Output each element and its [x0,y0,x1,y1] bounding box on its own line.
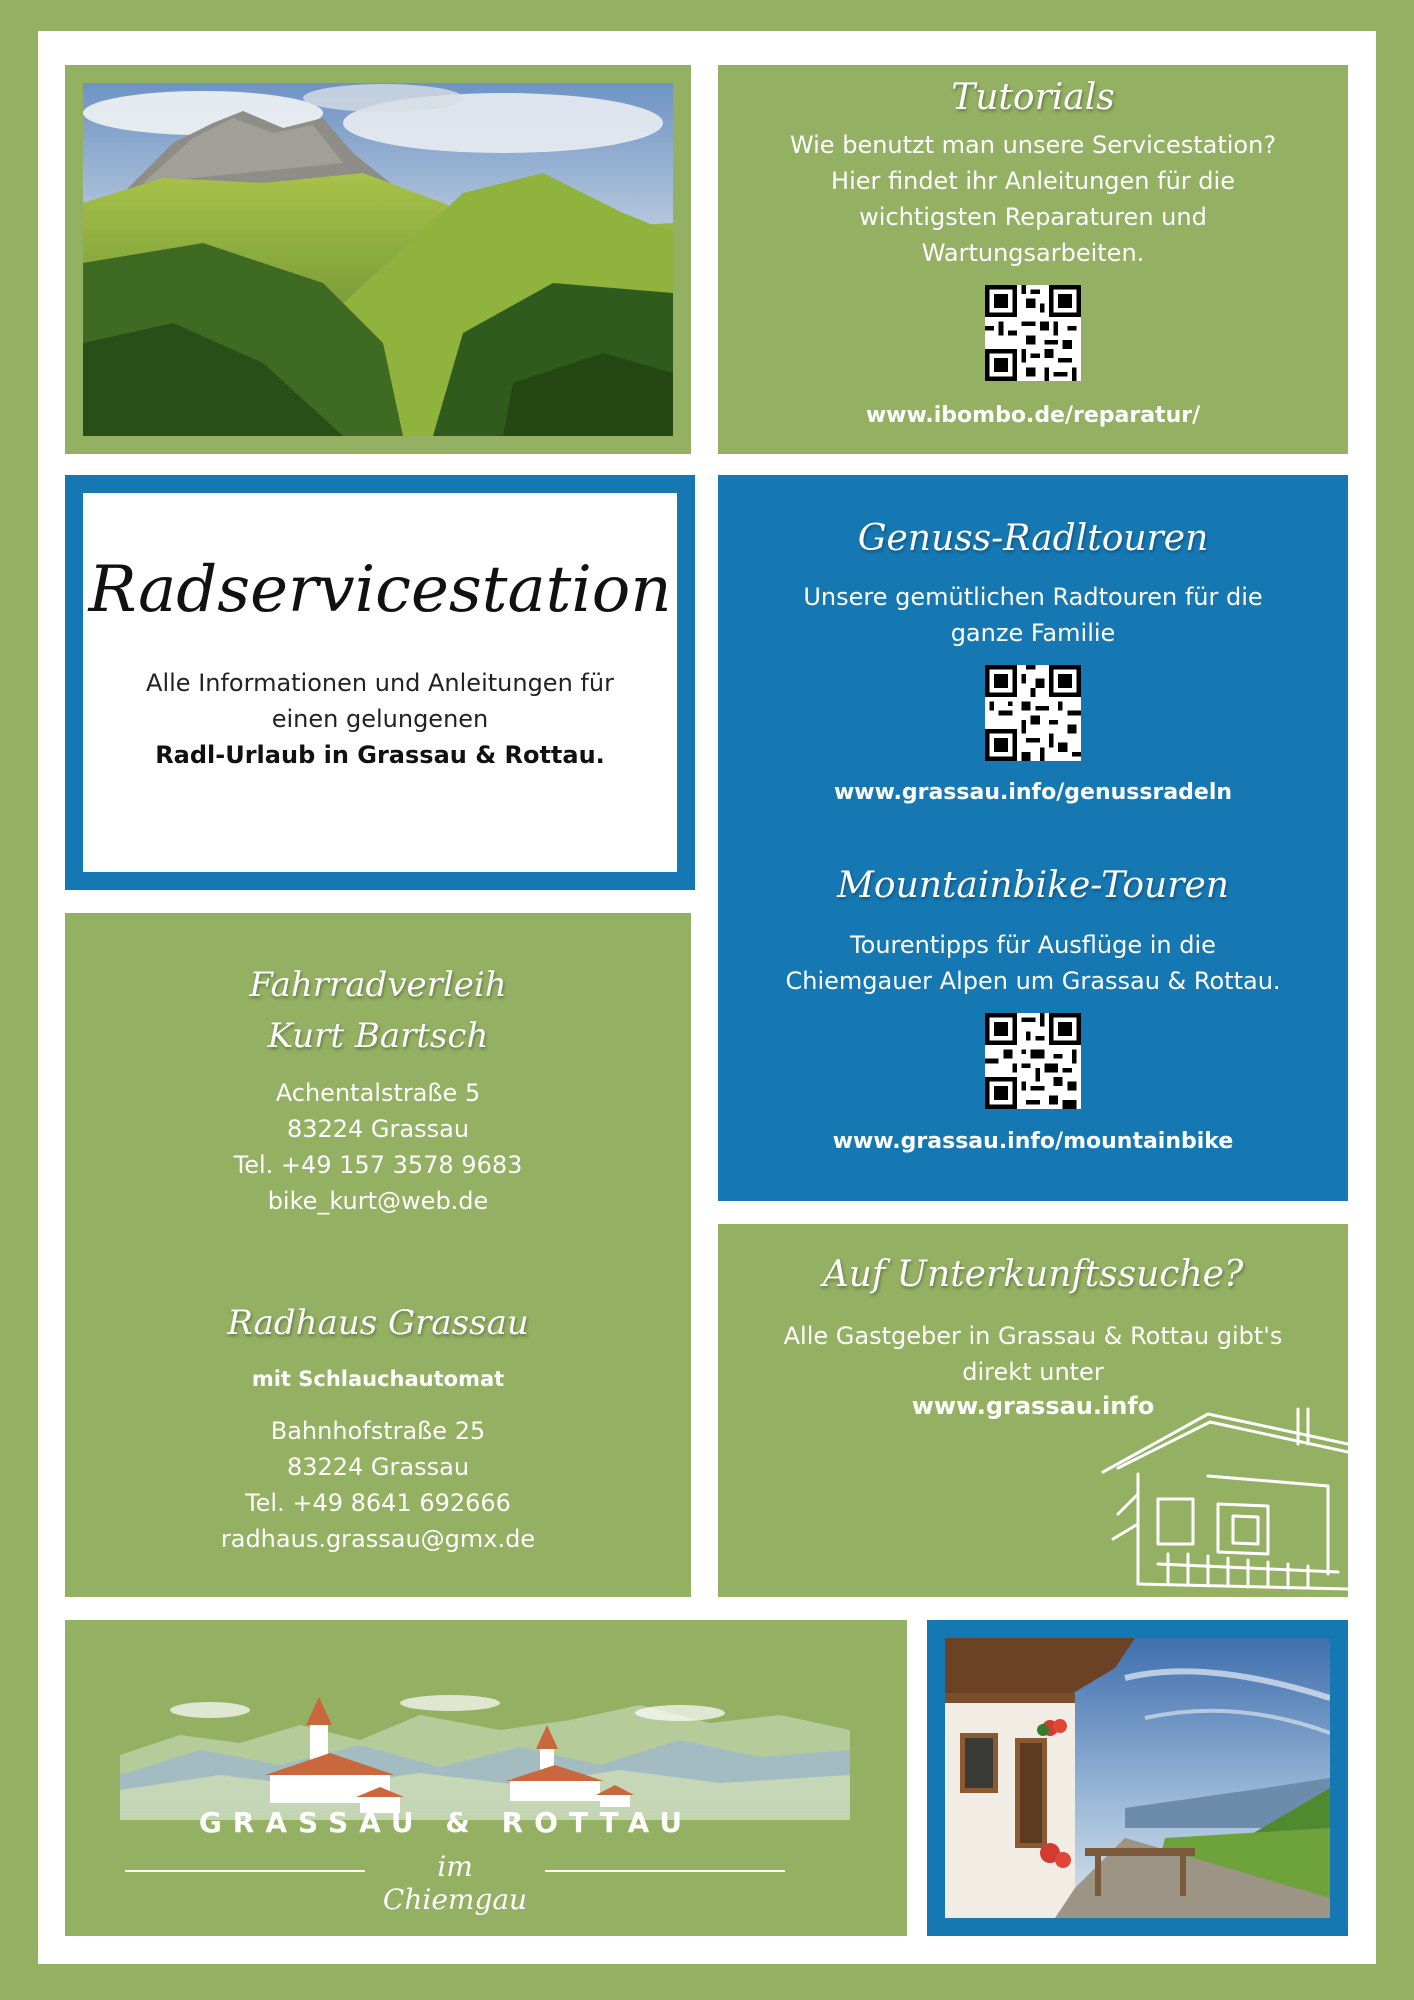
mtb-text: Tourentipps für Ausflüge in die Chiemgauer Alpen um Grassau & Rottau. [785,931,1281,995]
unterkunft-url[interactable]: www.grassau.info [911,1392,1155,1420]
mtb-url[interactable]: www.grassau.info/mountainbike [832,1129,1234,1154]
radhaus-city: 83224 Grassau [286,1453,470,1481]
genuss-title: Genuss-Radltouren [857,518,1209,559]
verleih-title-2: Kurt Bartsch [267,1016,489,1056]
verleih-phone[interactable]: Tel. +49 157 3578 9683 [233,1151,523,1179]
radhaus-email[interactable]: radhaus.grassau@gmx.de [220,1525,536,1553]
logo-tagline: im Chiemgau [382,1850,528,1916]
logo-rule-left [125,1870,365,1872]
radhaus-street: Bahnhofstraße 25 [270,1417,486,1445]
radhaus-phone[interactable]: Tel. +49 8641 692666 [245,1489,511,1517]
logo-rule-right [545,1870,785,1872]
unterkunft-title: Auf Unterkunftssuche? [822,1254,1244,1295]
radhaus-title: Radhaus Grassau [227,1303,529,1343]
chalet-sketch-icon [1098,1404,1348,1597]
accommodation-panel [718,1224,1348,1597]
hut-photo [945,1638,1330,1918]
tutorials-url[interactable]: www.ibombo.de/reparatur/ [865,403,1201,428]
verleih-title-1: Fahrradverleih [249,965,507,1005]
intro-line3: Radl-Urlaub in Grassau & Rottau. [155,741,605,769]
intro-line1: Alle Informationen und Anleitungen für [146,669,614,697]
qr-code-icon[interactable] [985,1013,1081,1109]
genuss-url[interactable]: www.grassau.info/genussradeln [833,780,1233,805]
verleih-city: 83224 Grassau [286,1115,470,1143]
tutorials-title: Tutorials [951,77,1115,118]
rental-panel [65,913,691,1597]
genuss-text: Unsere gemütlichen Radtouren für die ganze Familie [803,583,1263,647]
tutorials-panel [718,65,1348,454]
intro-line2: einen gelungenen [271,705,489,733]
verleih-email[interactable]: bike_kurt@web.de [267,1187,489,1215]
mtb-title: Mountainbike-Touren [837,865,1229,906]
intro-panel [65,475,695,890]
hut-photo-panel [927,1620,1348,1936]
tours-panel [718,475,1348,1201]
qr-code-icon[interactable] [985,285,1081,381]
qr-code-icon[interactable] [985,665,1081,761]
logo-name: GRASSAU & ROTTAU [198,1806,694,1839]
logo-panel [65,1620,907,1936]
mountain-photo-panel [65,65,691,454]
radhaus-subtitle: mit Schlauchautomat [251,1367,505,1391]
unterkunft-text: Alle Gastgeber in Grassau & Rottau gibt's direkt unter [783,1322,1283,1386]
verleih-street: Achentalstraße 5 [275,1079,481,1107]
mountain-photo [83,83,673,436]
tutorials-text: Wie benutzt man unsere Servicestation? Hier findet ihr Anleitungen für die wichtigsten Reparaturen und Wartungsarbeiten. [789,131,1277,267]
intro-card [83,493,677,872]
intro-title: Radservicestation [88,553,672,627]
